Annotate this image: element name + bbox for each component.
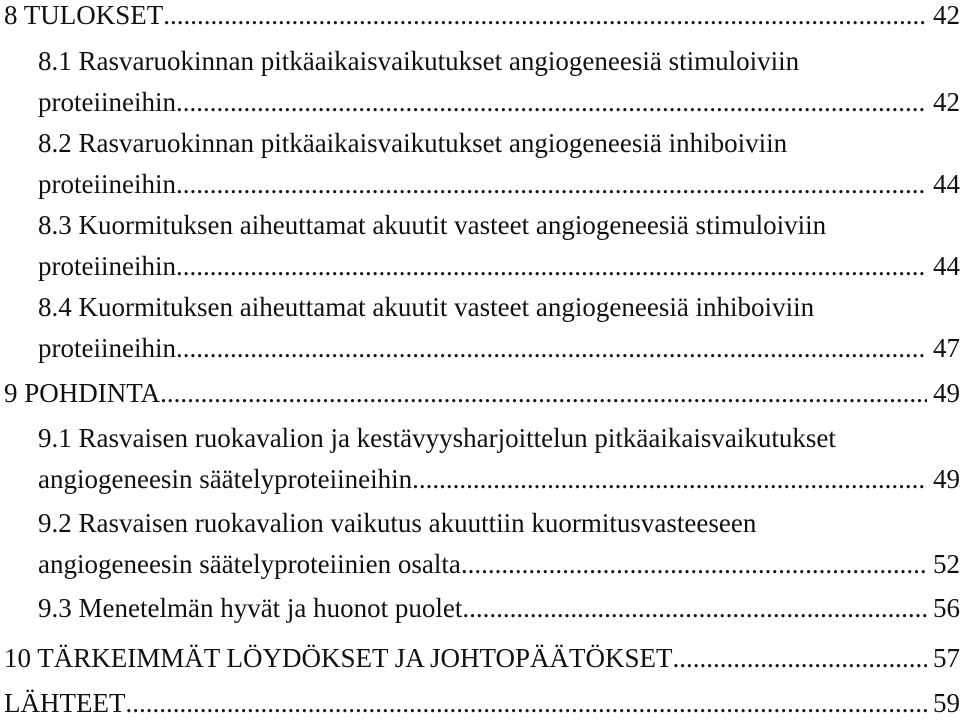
toc-leader-dots [160, 378, 927, 409]
toc-page-number: 42 [933, 0, 960, 30]
toc-page-number: 42 [933, 87, 960, 117]
toc-line [38, 593, 960, 624]
toc-page-number: 47 [933, 333, 960, 363]
toc-entry-title: 9 POHDINTA [4, 378, 161, 408]
toc-entry-title: 8.1 Rasvaruokinnan pitkäaikaisvaikutukset angiogeneesiä stimuloiviin [38, 46, 800, 76]
toc-entry[interactable] [0, 508, 960, 580]
toc-entry[interactable] [0, 0, 960, 31]
toc-entry[interactable] [0, 593, 960, 624]
toc-entry-title: 9.1 Rasvaisen ruokavalion ja kestävyysharjoittelun pitkäaikaisvaikutukset [38, 423, 836, 453]
toc-entry-title: 10 TÄRKEIMMÄT LÖYDÖKSET JA JOHTOPÄÄTÖKSET [4, 643, 673, 673]
toc-page-number: 56 [933, 593, 960, 623]
toc-line [38, 508, 960, 539]
toc-page-number: 59 [933, 688, 960, 718]
toc-leader-dots [176, 87, 927, 118]
toc-line [38, 292, 960, 323]
toc-entry-title: 9.2 Rasvaisen ruokavalion vaikutus akuuttiin kuormitusvasteeseen [38, 508, 757, 538]
toc-entry-title: LÄHTEET [4, 688, 126, 718]
toc-entry-title-cont: proteiineihin [38, 169, 176, 199]
toc-leader-dots [673, 643, 927, 674]
toc-entry-title-cont: angiogeneesin säätelyproteiinien osalta [38, 549, 461, 579]
toc-line [38, 464, 960, 495]
toc-entry-title-cont: angiogeneesin säätelyproteiineihin [38, 464, 413, 494]
toc-line [38, 423, 960, 454]
toc-line [38, 549, 960, 580]
toc-entry[interactable] [0, 643, 960, 674]
toc-page-number: 49 [933, 464, 960, 494]
toc-leader-dots [176, 251, 927, 282]
toc-line [38, 210, 960, 241]
toc-line [4, 688, 960, 719]
toc-entry[interactable] [0, 292, 960, 364]
toc-line [4, 378, 960, 409]
toc-line [38, 251, 960, 282]
toc-page-number: 44 [933, 251, 960, 281]
toc-entry-title-cont: proteiineihin [38, 251, 176, 281]
toc-line [38, 46, 960, 77]
toc-entry-title: 8 TULOKSET [4, 0, 164, 30]
toc-entry[interactable] [0, 378, 960, 409]
toc-line [38, 333, 960, 364]
toc-entry-title: 8.4 Kuormituksen aiheuttamat akuutit vasteet angiogeneesiä inhiboiviin [38, 292, 815, 322]
toc-line [38, 169, 960, 200]
toc-leader-dots [461, 549, 927, 580]
toc-line [38, 87, 960, 118]
toc-leader-dots [176, 169, 927, 200]
toc-entry-title-cont: proteiineihin [38, 333, 176, 363]
toc-line [4, 0, 960, 31]
toc-entry[interactable] [0, 423, 960, 495]
toc-leader-dots [125, 688, 927, 719]
toc-entry-title-cont: proteiineihin [38, 87, 176, 117]
toc-leader-dots [412, 464, 927, 495]
toc-entry-title: 8.3 Kuormituksen aiheuttamat akuutit vasteet angiogeneesiä stimuloiviin [38, 210, 827, 240]
toc-page-number: 49 [933, 378, 960, 408]
toc-page-number: 52 [933, 549, 960, 579]
toc-page-number: 57 [933, 643, 960, 673]
toc-leader-dots [462, 593, 927, 624]
toc-entry-title: 8.2 Rasvaruokinnan pitkäaikaisvaikutukset angiogeneesiä inhiboiviin [38, 128, 788, 158]
toc-page-number: 44 [933, 169, 960, 199]
toc-line [38, 128, 960, 159]
toc-entry-title: 9.3 Menetelmän hyvät ja huonot puolet [38, 593, 463, 623]
toc-entry[interactable] [0, 128, 960, 200]
toc-leader-dots [163, 0, 927, 31]
toc-line [4, 643, 960, 674]
toc-entry[interactable] [0, 688, 960, 719]
toc-leader-dots [176, 333, 927, 364]
toc-entry[interactable] [0, 210, 960, 282]
toc-entry[interactable] [0, 46, 960, 118]
